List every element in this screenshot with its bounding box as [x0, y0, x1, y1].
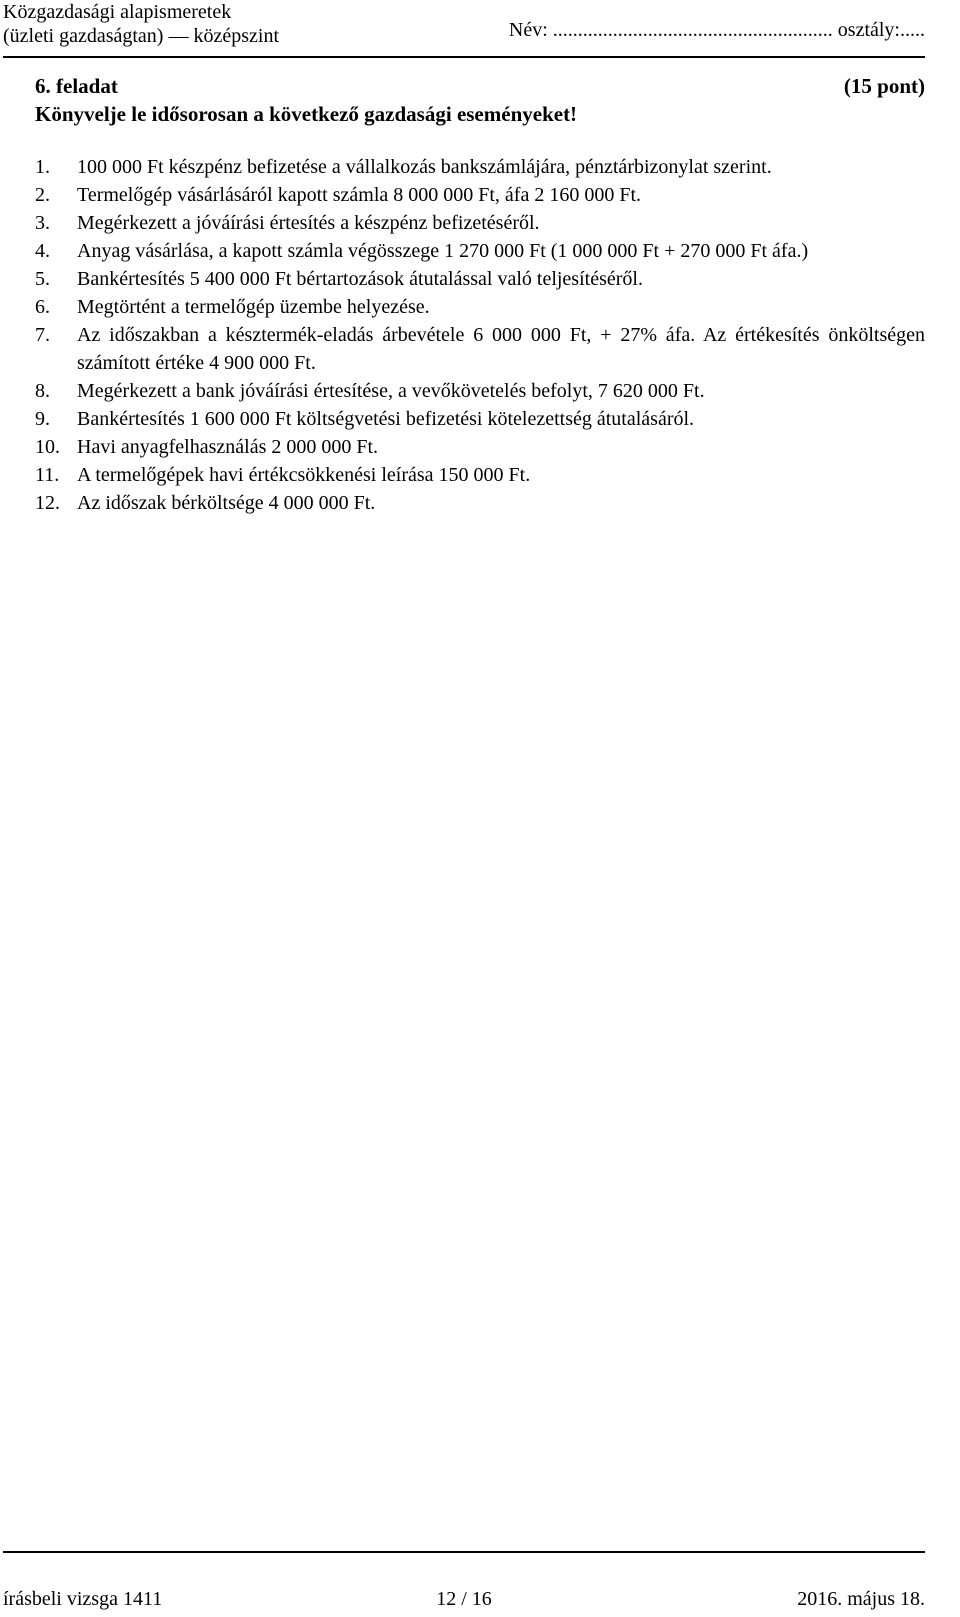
subject-title [3, 0, 279, 48]
event-item [35, 433, 925, 461]
event-item [35, 405, 925, 433]
event-number: 8. [35, 380, 50, 402]
event-text: Megérkezett a bank jóváírási értesítése, a vevőkövetelés befolyt, 7 620 000 Ft. [77, 380, 705, 402]
event-text: Megtörtént a termelőgép üzembe helyezése. [77, 296, 430, 318]
exam-date: 2016. május 18. [797, 1588, 925, 1610]
event-text: Anyag vásárlása, a kapott számla végösszege 1 270 000 Ft (1 000 000 Ft + 270 000 Ft áfa.) [77, 240, 809, 262]
event-text: Havi anyagfelhasználás 2 000 000 Ft. [77, 436, 379, 458]
event-text: 100 000 Ft készpénz befizetése a vállalkozás bankszámlájára, pénztárbizonylat szerint. [77, 156, 772, 178]
event-text: Az időszak bérköltsége 4 000 000 Ft. [77, 492, 376, 514]
event-item [35, 181, 925, 209]
task-instruction: Könyvelje le idősorosan a következő gazdasági eseményeket! [35, 102, 578, 126]
task-title: 6. feladat [35, 74, 118, 98]
task-points: (15 pont) [843, 74, 925, 98]
event-number: 10. [35, 436, 60, 458]
event-item [35, 209, 925, 237]
event-number: 5. [35, 268, 50, 290]
event-number: 11. [35, 464, 60, 486]
event-item [35, 153, 925, 181]
event-number: 4. [35, 240, 50, 262]
page-footer [3, 1551, 925, 1611]
event-item [35, 237, 925, 265]
page-header [3, 0, 925, 58]
event-list [35, 153, 925, 517]
event-number: 2. [35, 184, 50, 206]
event-item [35, 377, 925, 405]
event-number: 9. [35, 408, 50, 430]
subject-line-1: Közgazdasági alapismeretek [3, 1, 232, 23]
event-item [35, 293, 925, 321]
event-item [35, 265, 925, 293]
event-text: Megérkezett a jóváírási értesítés a készpénz befizetéséről. [77, 212, 540, 234]
event-item [35, 461, 925, 489]
event-number: 6. [35, 296, 50, 318]
subject-line-2: (üzleti gazdaságtan) — középszint [3, 25, 279, 47]
event-text: Bankértesítés 1 600 000 Ft költségvetési befizetési kötelezettség átutalásáról. [77, 408, 695, 430]
event-text: Termelőgép vásárlásáról kapott számla 8 000 000 Ft, áfa 2 160 000 Ft. [77, 184, 642, 206]
event-text: Bankértesítés 5 400 000 Ft bértartozások átutalással való teljesítéséről. [77, 268, 643, 290]
event-text: Az időszakban a késztermék-eladás árbevétele 6 000 000 Ft, + 27% áfa. Az értékesítés önköltségen számított értéke 4 900 000 Ft. [77, 324, 925, 374]
exam-code: írásbeli vizsga 1411 [3, 1588, 163, 1610]
page-number: 12 / 16 [436, 1588, 492, 1610]
event-number: 3. [35, 212, 50, 234]
event-number: 12. [35, 492, 60, 514]
event-text: A termelőgépek havi értékcsökkenési leírása 150 000 Ft. [77, 464, 531, 486]
event-number: 7. [35, 324, 50, 346]
event-item [35, 321, 925, 377]
name-class-field: Név: ........................................................ osztály:..... [508, 19, 925, 41]
event-number: 1. [35, 156, 50, 178]
event-item [35, 489, 925, 517]
task-heading [35, 73, 925, 99]
